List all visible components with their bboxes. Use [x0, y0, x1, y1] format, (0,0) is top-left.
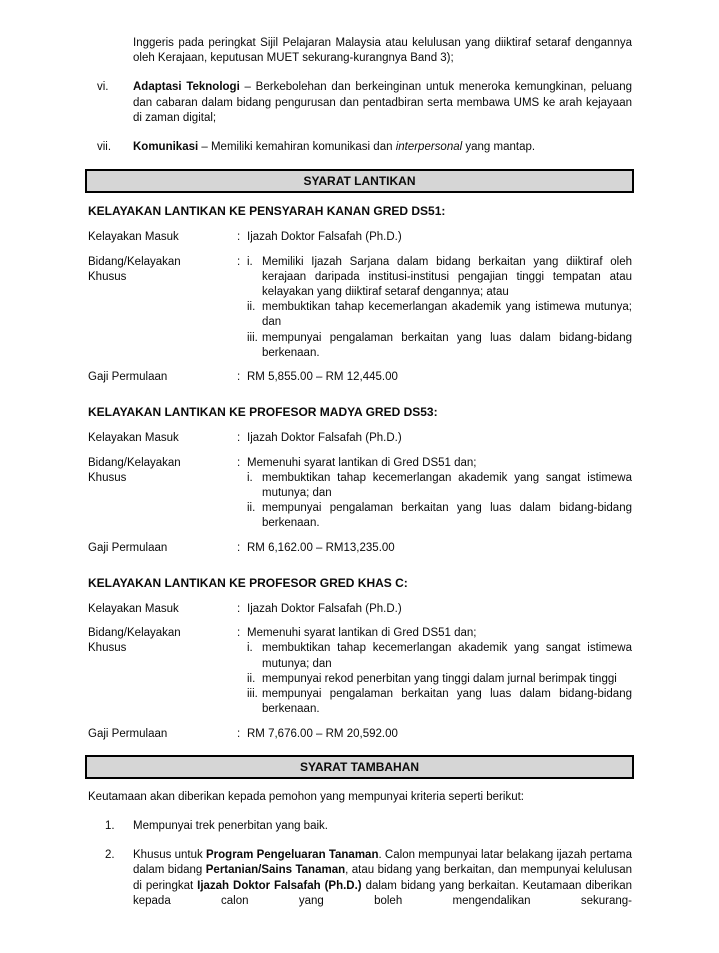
- field-label-line1: Bidang/Kelayakan: [88, 627, 181, 640]
- item-number: vi.: [97, 81, 109, 94]
- run-text-bold: Pertanian/Sains Tanaman: [205, 864, 346, 877]
- item-text: [133, 848, 632, 909]
- item-number: vii.: [97, 141, 112, 154]
- requirement-text: membuktikan tahap kecemerlangan akademik yang sangat istimewa mutunya; dan: [262, 642, 632, 670]
- requirement-text: Memiliki Ijazah Sarjana dalam bidang berkaitan yang diiktiraf oleh kerajaan daripada institusi-institusi pengajian tinggi tempatan atau kelayakan yang diiktiraf setaraf dengannya; atau: [262, 255, 632, 299]
- field-value: RM 7,676.00 – RM 20,592.00: [247, 727, 398, 740]
- requirement-text: mempunyai pengalaman berkaitan yang luas dalam bidang-bidang berkenaan.: [262, 331, 632, 359]
- run-text: . Calon mempunyai latar belakang ijazah pertama dalam bidang: [133, 849, 632, 877]
- criteria-item-vii: [88, 140, 632, 155]
- field-row-bidang-khusus: [88, 456, 632, 532]
- requirement-item: [247, 641, 632, 671]
- field-colon: :: [237, 603, 241, 616]
- field-row-bidang-khusus: [88, 626, 632, 717]
- item-title: Adaptasi Teknologi: [133, 81, 240, 94]
- field-label-line1: Bidang/Kelayakan: [88, 255, 181, 268]
- field-colon: :: [237, 627, 241, 640]
- field-row-bidang-khusus: [88, 255, 632, 361]
- requirement-item: [247, 687, 632, 717]
- field-label-line2: Khusus: [88, 471, 127, 484]
- run-text-bold: Program Pengeluaran Tanaman: [206, 849, 379, 862]
- item-number: 2.: [105, 849, 115, 862]
- field-label-line1: Bidang/Kelayakan: [88, 456, 181, 469]
- requirement-number: i.: [247, 255, 253, 268]
- field-label: Gaji Permulaan: [88, 727, 168, 740]
- field-label: [88, 255, 237, 361]
- field-label: [88, 626, 237, 717]
- field-label-line2: Khusus: [88, 270, 127, 283]
- run-text: dalam bidang yang berkaitan. Keutamaan diberikan kepada calon yang boleh mengendalikan sekurang-: [133, 879, 632, 907]
- requirement-preamble: Memenuhi syarat lantikan di Gred DS51 dan;: [247, 627, 477, 640]
- run-text: , atau bidang yang berkaitan, dan mempunyai kelulusan di peringkat: [133, 864, 633, 892]
- tambahan-item-1: [88, 819, 632, 834]
- field-label: Kelayakan Masuk: [88, 432, 179, 445]
- field-label: Gaji Permulaan: [88, 371, 168, 384]
- field-label-line2: Khusus: [88, 642, 127, 655]
- requirement-number: iii.: [247, 331, 258, 344]
- field-row-gaji: [88, 727, 632, 742]
- tambahan-item-2: [88, 848, 632, 909]
- requirement-preamble: Memenuhi syarat lantikan di Gred DS51 dan;: [247, 456, 477, 469]
- requirement-item: [247, 672, 632, 687]
- criteria-item-vi: [88, 80, 632, 126]
- item-text: Mempunyai trek penerbitan yang baik.: [133, 819, 328, 832]
- field-colon: :: [237, 255, 241, 268]
- field-value: Ijazah Doktor Falsafah (Ph.D.): [247, 432, 402, 445]
- item-title: Komunikasi: [133, 141, 199, 154]
- requirement-text: mempunyai rekod penerbitan yang tinggi dalam jurnal berimpak tinggi: [262, 672, 617, 685]
- item-text: – Berkebolehan dan berkeinginan untuk meneroka kemungkinan, peluang dan cabaran dalam bidang pengurusan dan pentadbiran serta membawa UMS ke arah kejayaan di zaman digital;: [133, 81, 632, 124]
- tambahan-intro-paragraph: Keutamaan akan diberikan kepada pemohon yang mempunyai kriteria seperti berikut:: [88, 790, 524, 803]
- requirement-number: iii.: [247, 688, 258, 701]
- section-heading-ds53: KELAYAKAN LANTIKAN KE PROFESOR MADYA GRED DS53:: [88, 405, 438, 420]
- field-colon: :: [237, 541, 241, 554]
- syarat-tambahan-header-bar: SYARAT TAMBAHAN: [85, 755, 634, 779]
- syarat-lantikan-header-bar: SYARAT LANTIKAN: [85, 169, 634, 193]
- field-row-kelayakan-masuk: [88, 431, 632, 446]
- run-text-bold: Ijazah Doktor Falsafah (Ph.D.): [197, 879, 362, 892]
- field-value: Ijazah Doktor Falsafah (Ph.D.): [247, 231, 402, 244]
- field-value: [247, 626, 632, 717]
- field-colon: :: [237, 371, 241, 384]
- run-text: Khusus untuk: [133, 849, 207, 862]
- requirement-item: [247, 255, 632, 301]
- requirement-item: [247, 501, 632, 531]
- field-colon: :: [237, 727, 241, 740]
- requirement-item: [247, 471, 632, 501]
- field-value: RM 5,855.00 – RM 12,445.00: [247, 371, 398, 384]
- field-label: Kelayakan Masuk: [88, 603, 179, 616]
- item-text: yang mantap.: [462, 141, 536, 154]
- field-label: [88, 456, 237, 532]
- field-label: Kelayakan Masuk: [88, 231, 179, 244]
- requirement-text: membuktikan tahap kecemerlangan akademik yang sangat istimewa mutunya; dan: [262, 471, 632, 500]
- requirement-text: mempunyai pengalaman berkaitan yang luas dalam bidang-bidang berkenaan.: [262, 688, 632, 716]
- requirement-number: i.: [247, 471, 253, 484]
- field-row-gaji: [88, 541, 632, 556]
- field-colon: :: [237, 231, 241, 244]
- item-number: 1.: [105, 819, 115, 832]
- field-row-gaji: [88, 370, 632, 385]
- requirement-text: mempunyai pengalaman berkaitan yang luas dalam bidang-bidang berkenaan.: [262, 502, 632, 530]
- field-value: [247, 456, 632, 532]
- requirement-text: membuktikan tahap kecemerlangan akademik yang istimewa mutunya; dan: [262, 301, 632, 329]
- intro-continuation-paragraph: Inggeris pada peringkat Sijil Pelajaran Malaysia atau kelulusan yang diiktiraf setaraf dengannya oleh Kerajaan, keputusan MUET sekurang-kurangnya Band 3);: [133, 37, 632, 65]
- item-text-italic: interpersonal: [395, 141, 463, 154]
- requirement-item: [247, 300, 632, 330]
- requirement-item: [247, 331, 632, 361]
- item-text: – Memiliki kemahiran komunikasi dan: [198, 141, 396, 154]
- field-value: [247, 255, 632, 361]
- field-colon: :: [237, 456, 241, 469]
- field-row-kelayakan-masuk: [88, 602, 632, 617]
- field-value: Ijazah Doktor Falsafah (Ph.D.): [247, 603, 402, 616]
- item-body: [133, 80, 632, 126]
- requirement-number: ii.: [247, 502, 256, 515]
- section-heading-ds51: KELAYAKAN LANTIKAN KE PENSYARAH KANAN GRED DS51:: [88, 204, 446, 219]
- requirement-number: ii.: [247, 301, 256, 314]
- field-row-kelayakan-masuk: [88, 230, 632, 245]
- field-colon: :: [237, 432, 241, 445]
- field-label: Gaji Permulaan: [88, 541, 168, 554]
- item-body: [133, 140, 632, 155]
- requirement-number: ii.: [247, 672, 256, 685]
- requirement-number: i.: [247, 642, 253, 655]
- field-value: RM 6,162.00 – RM13,235.00: [247, 541, 395, 554]
- section-heading-khas-c: KELAYAKAN LANTIKAN KE PROFESOR GRED KHAS C:: [88, 575, 408, 590]
